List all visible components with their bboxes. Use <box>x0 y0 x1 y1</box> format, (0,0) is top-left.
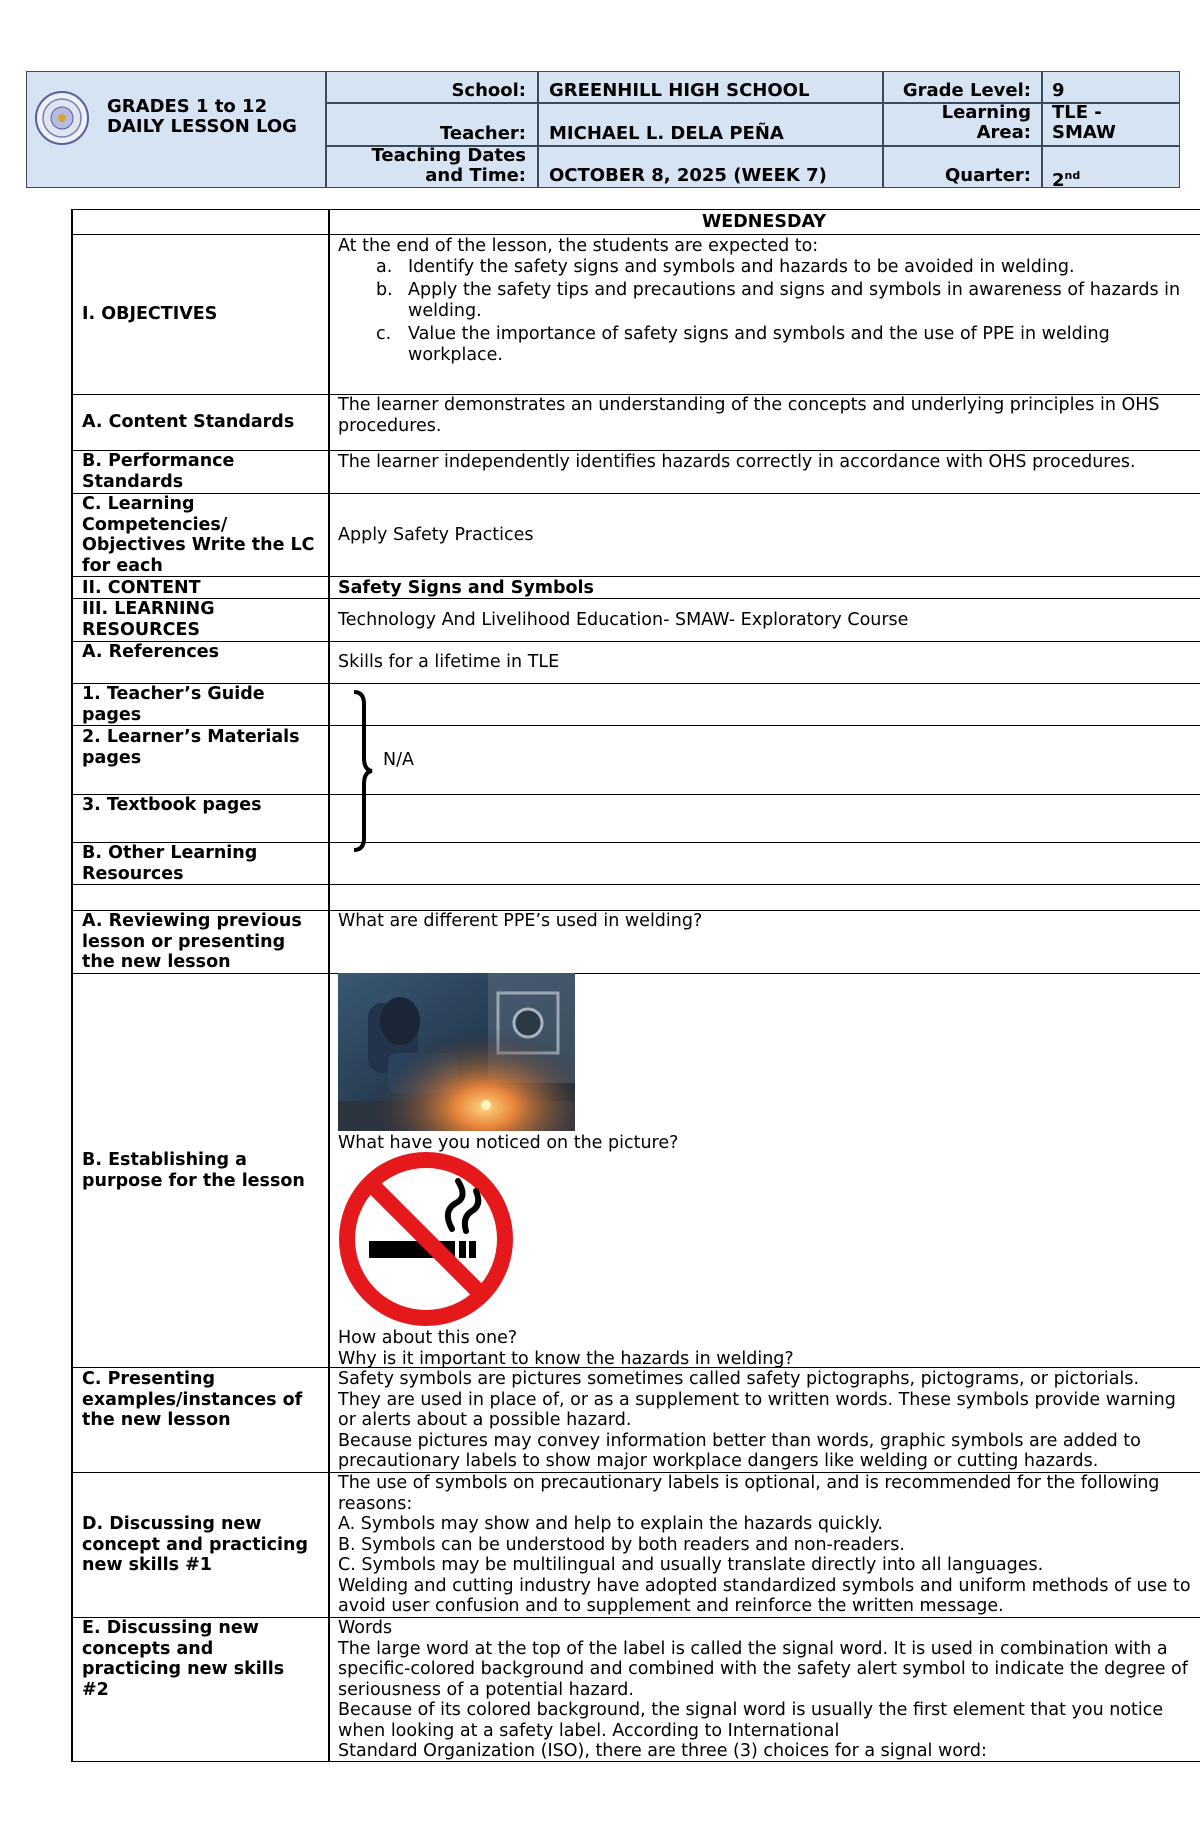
table-column-divider <box>328 209 330 1762</box>
area-value <box>1052 103 1116 143</box>
objective-text: Value the importance of safety signs and symbols and the use of PPE in welding <box>408 324 1110 344</box>
dates-label-line2: and Time: <box>425 165 526 186</box>
content-label: II. CONTENT <box>82 578 201 598</box>
content-standards-line: procedures. <box>338 415 442 436</box>
paragraph-line: reasons: <box>338 1493 413 1514</box>
objective-text: workplace. <box>408 344 503 365</box>
objective-item <box>338 324 1200 365</box>
paragraph-line: Because pictures may convey information better than words, graphic symbols are added to <box>338 1430 1141 1451</box>
paragraph-line: The large word at the top of the label is called the signal word. It is used in combination with a <box>338 1638 1168 1659</box>
quarter-number: 2 <box>1052 170 1065 191</box>
dates-label <box>330 146 526 186</box>
label-line: new skills #1 <box>82 1555 212 1575</box>
day-heading: WEDNESDAY <box>701 212 827 232</box>
label-line: practicing new skills <box>82 1659 285 1679</box>
label-line: A. Reviewing previous <box>82 911 302 931</box>
header-title-line2: DAILY LESSON LOG <box>107 116 297 137</box>
no-smoking-icon <box>338 1151 514 1327</box>
presenting-label <box>82 1369 317 1431</box>
objective-text: welding. <box>408 300 482 321</box>
label-line: concepts and <box>82 1638 214 1659</box>
discussing-2-text <box>338 1618 1200 1762</box>
label-line: #2 <box>82 1679 109 1700</box>
na-text: N/A <box>383 750 414 770</box>
establishing-question-2: How about this one? <box>338 1328 518 1348</box>
objectives-content <box>338 236 1200 365</box>
other-resources-label <box>82 843 317 884</box>
label-line: purpose for the lesson <box>82 1170 305 1191</box>
establishing-question-3: Why is it important to know the hazards in welding? <box>338 1349 794 1369</box>
paragraph-line: Welding and cutting industry have adopted standardized symbols and uniform methods of use to <box>338 1575 1191 1596</box>
quarter-value <box>1052 166 1080 191</box>
teacher-value: MICHAEL L. DELA PEÑA <box>549 123 784 144</box>
paragraph-line: C. Symbols may be multilingual and usually translate directly into all languages. <box>338 1555 1044 1575</box>
discussing-1-text <box>338 1473 1200 1617</box>
presenting-text <box>338 1369 1200 1472</box>
label-line: III. LEARNING <box>82 599 215 619</box>
label-line: E. Discussing new <box>82 1618 259 1638</box>
table-left-border <box>71 209 73 1762</box>
objective-marker: a. <box>376 256 393 277</box>
quarter-suffix: nd <box>1064 169 1081 182</box>
paragraph-line: The use of symbols on precautionary labels is optional, and is recommended for the following <box>338 1473 1160 1493</box>
establishing-question-1: What have you noticed on the picture? <box>338 1133 679 1153</box>
label-line: B. Establishing a <box>82 1150 247 1170</box>
area-value-line1: TLE - <box>1052 102 1102 123</box>
objective-item <box>338 257 1200 278</box>
label-line: Resources <box>82 863 184 884</box>
discussing-1-label <box>82 1514 317 1576</box>
paragraph-line: Safety symbols are pictures sometimes called safety pictographs, pictograms, or pictorials. <box>338 1369 1140 1389</box>
learning-resources-text: Technology And Livelihood Education- SMAW- Exploratory Course <box>338 610 909 630</box>
label-line: B. Other Learning <box>82 843 258 863</box>
paragraph-line: precautionary labels to show major workplace dangers like welding or cutting hazards. <box>338 1451 1099 1471</box>
label-line: the new lesson <box>82 952 231 972</box>
school-label: School: <box>451 80 526 101</box>
references-label: A. References <box>82 642 220 662</box>
paragraph-line: Standard Organization (ISO), there are three (3) choices for a signal word: <box>338 1741 987 1761</box>
objective-marker: b. <box>376 280 393 300</box>
deped-seal-icon <box>34 90 90 146</box>
area-label-line2: Area: <box>976 122 1031 143</box>
grade-value: 9 <box>1052 80 1065 101</box>
content-text: Safety Signs and Symbols <box>338 578 594 598</box>
reviewing-text: What are different PPE’s used in welding? <box>338 911 703 931</box>
content-standards-text <box>338 395 1200 436</box>
objectives-list <box>338 257 1200 366</box>
paragraph-line: specific-colored background and combined with the safety alert symbol to indicate the degree of <box>338 1659 1188 1679</box>
paragraph-line: A. Symbols may show and help to explain the hazards quickly. <box>338 1514 883 1534</box>
area-label-line1: Learning <box>941 102 1031 123</box>
performance-standards-label <box>82 451 317 492</box>
teachers-guide-label <box>82 684 317 725</box>
objective-marker: c. <box>376 324 392 344</box>
quarter-label: Quarter: <box>944 165 1031 186</box>
dates-label-line1: Teaching Dates <box>371 145 526 166</box>
label-line: D. Discussing new <box>82 1514 262 1534</box>
label-line: C. Presenting <box>82 1369 216 1389</box>
label-line: lesson or presenting <box>82 931 286 952</box>
curly-brace-icon <box>350 690 374 852</box>
competencies-text: Apply Safety Practices <box>338 525 534 545</box>
references-text: Skills for a lifetime in TLE <box>338 652 560 672</box>
label-line: 2. Learner’s Materials <box>82 727 300 747</box>
label-line: examples/instances of <box>82 1389 303 1410</box>
paragraph-line: Words <box>338 1618 393 1638</box>
objective-item <box>338 280 1200 321</box>
area-label <box>885 103 1031 143</box>
performance-standards-text: The learner independently identifies hazards correctly in accordance with OHS procedures. <box>338 452 1136 472</box>
label-line: pages <box>82 704 142 725</box>
reviewing-label <box>82 911 317 973</box>
header-title-line1: GRADES 1 to 12 <box>107 96 268 117</box>
content-standards-label: A. Content Standards <box>82 412 295 432</box>
label-line: pages <box>82 747 142 768</box>
objective-text: Identify the safety signs and symbols and hazards to be avoided in welding. <box>408 256 1075 277</box>
dates-value: OCTOBER 8, 2025 (WEEK 7) <box>549 165 827 186</box>
label-line: Standards <box>82 471 184 492</box>
objectives-label: I. OBJECTIVES <box>82 304 218 324</box>
label-line: concept and practicing <box>82 1534 309 1555</box>
label-line: for each <box>82 555 163 576</box>
welder-photo <box>338 973 575 1131</box>
label-line: C. Learning <box>82 494 195 514</box>
teacher-label: Teacher: <box>439 123 526 144</box>
label-line: Objectives Write the LC <box>82 535 315 555</box>
learning-resources-label <box>82 599 317 640</box>
discussing-2-label <box>82 1618 317 1700</box>
competencies-label <box>82 494 317 576</box>
paragraph-line: seriousness of a potential hazard. <box>338 1679 634 1700</box>
objective-text: Apply the safety tips and precautions and signs and symbols in awareness of hazards in <box>408 280 1181 300</box>
paragraph-line: Because of its colored background, the signal word is usually the first element that you notice <box>338 1700 1164 1720</box>
paragraph-line: when looking at a safety label. According to International <box>338 1720 840 1741</box>
paragraph-line: B. Symbols can be understood by both readers and non-readers. <box>338 1534 905 1555</box>
paragraph-line: avoid user confusion and to supplement and reinforce the written message. <box>338 1596 1004 1616</box>
paragraph-line: or alerts about a possible hazard. <box>338 1410 632 1430</box>
grade-label: Grade Level: <box>902 80 1031 101</box>
area-value-line2: SMAW <box>1052 122 1116 143</box>
establishing-label <box>82 1150 317 1191</box>
label-line: 1. Teacher’s Guide <box>82 684 265 704</box>
label-line: the new lesson <box>82 1410 231 1430</box>
label-line: RESOURCES <box>82 619 200 640</box>
objectives-intro: At the end of the lesson, the students are expected to: <box>338 236 819 256</box>
paragraph-line: They are used in place of, or as a supplement to written words. These symbols provide warning <box>338 1389 1176 1410</box>
content-standards-line: The learner demonstrates an understanding of the concepts and underlying principles in OHS <box>338 395 1160 415</box>
label-line: Competencies/ <box>82 514 228 535</box>
school-value: GREENHILL HIGH SCHOOL <box>549 80 810 101</box>
label-line: B. Performance <box>82 451 235 471</box>
textbook-label: 3. Textbook pages <box>82 795 262 815</box>
learners-materials-label <box>82 727 317 768</box>
